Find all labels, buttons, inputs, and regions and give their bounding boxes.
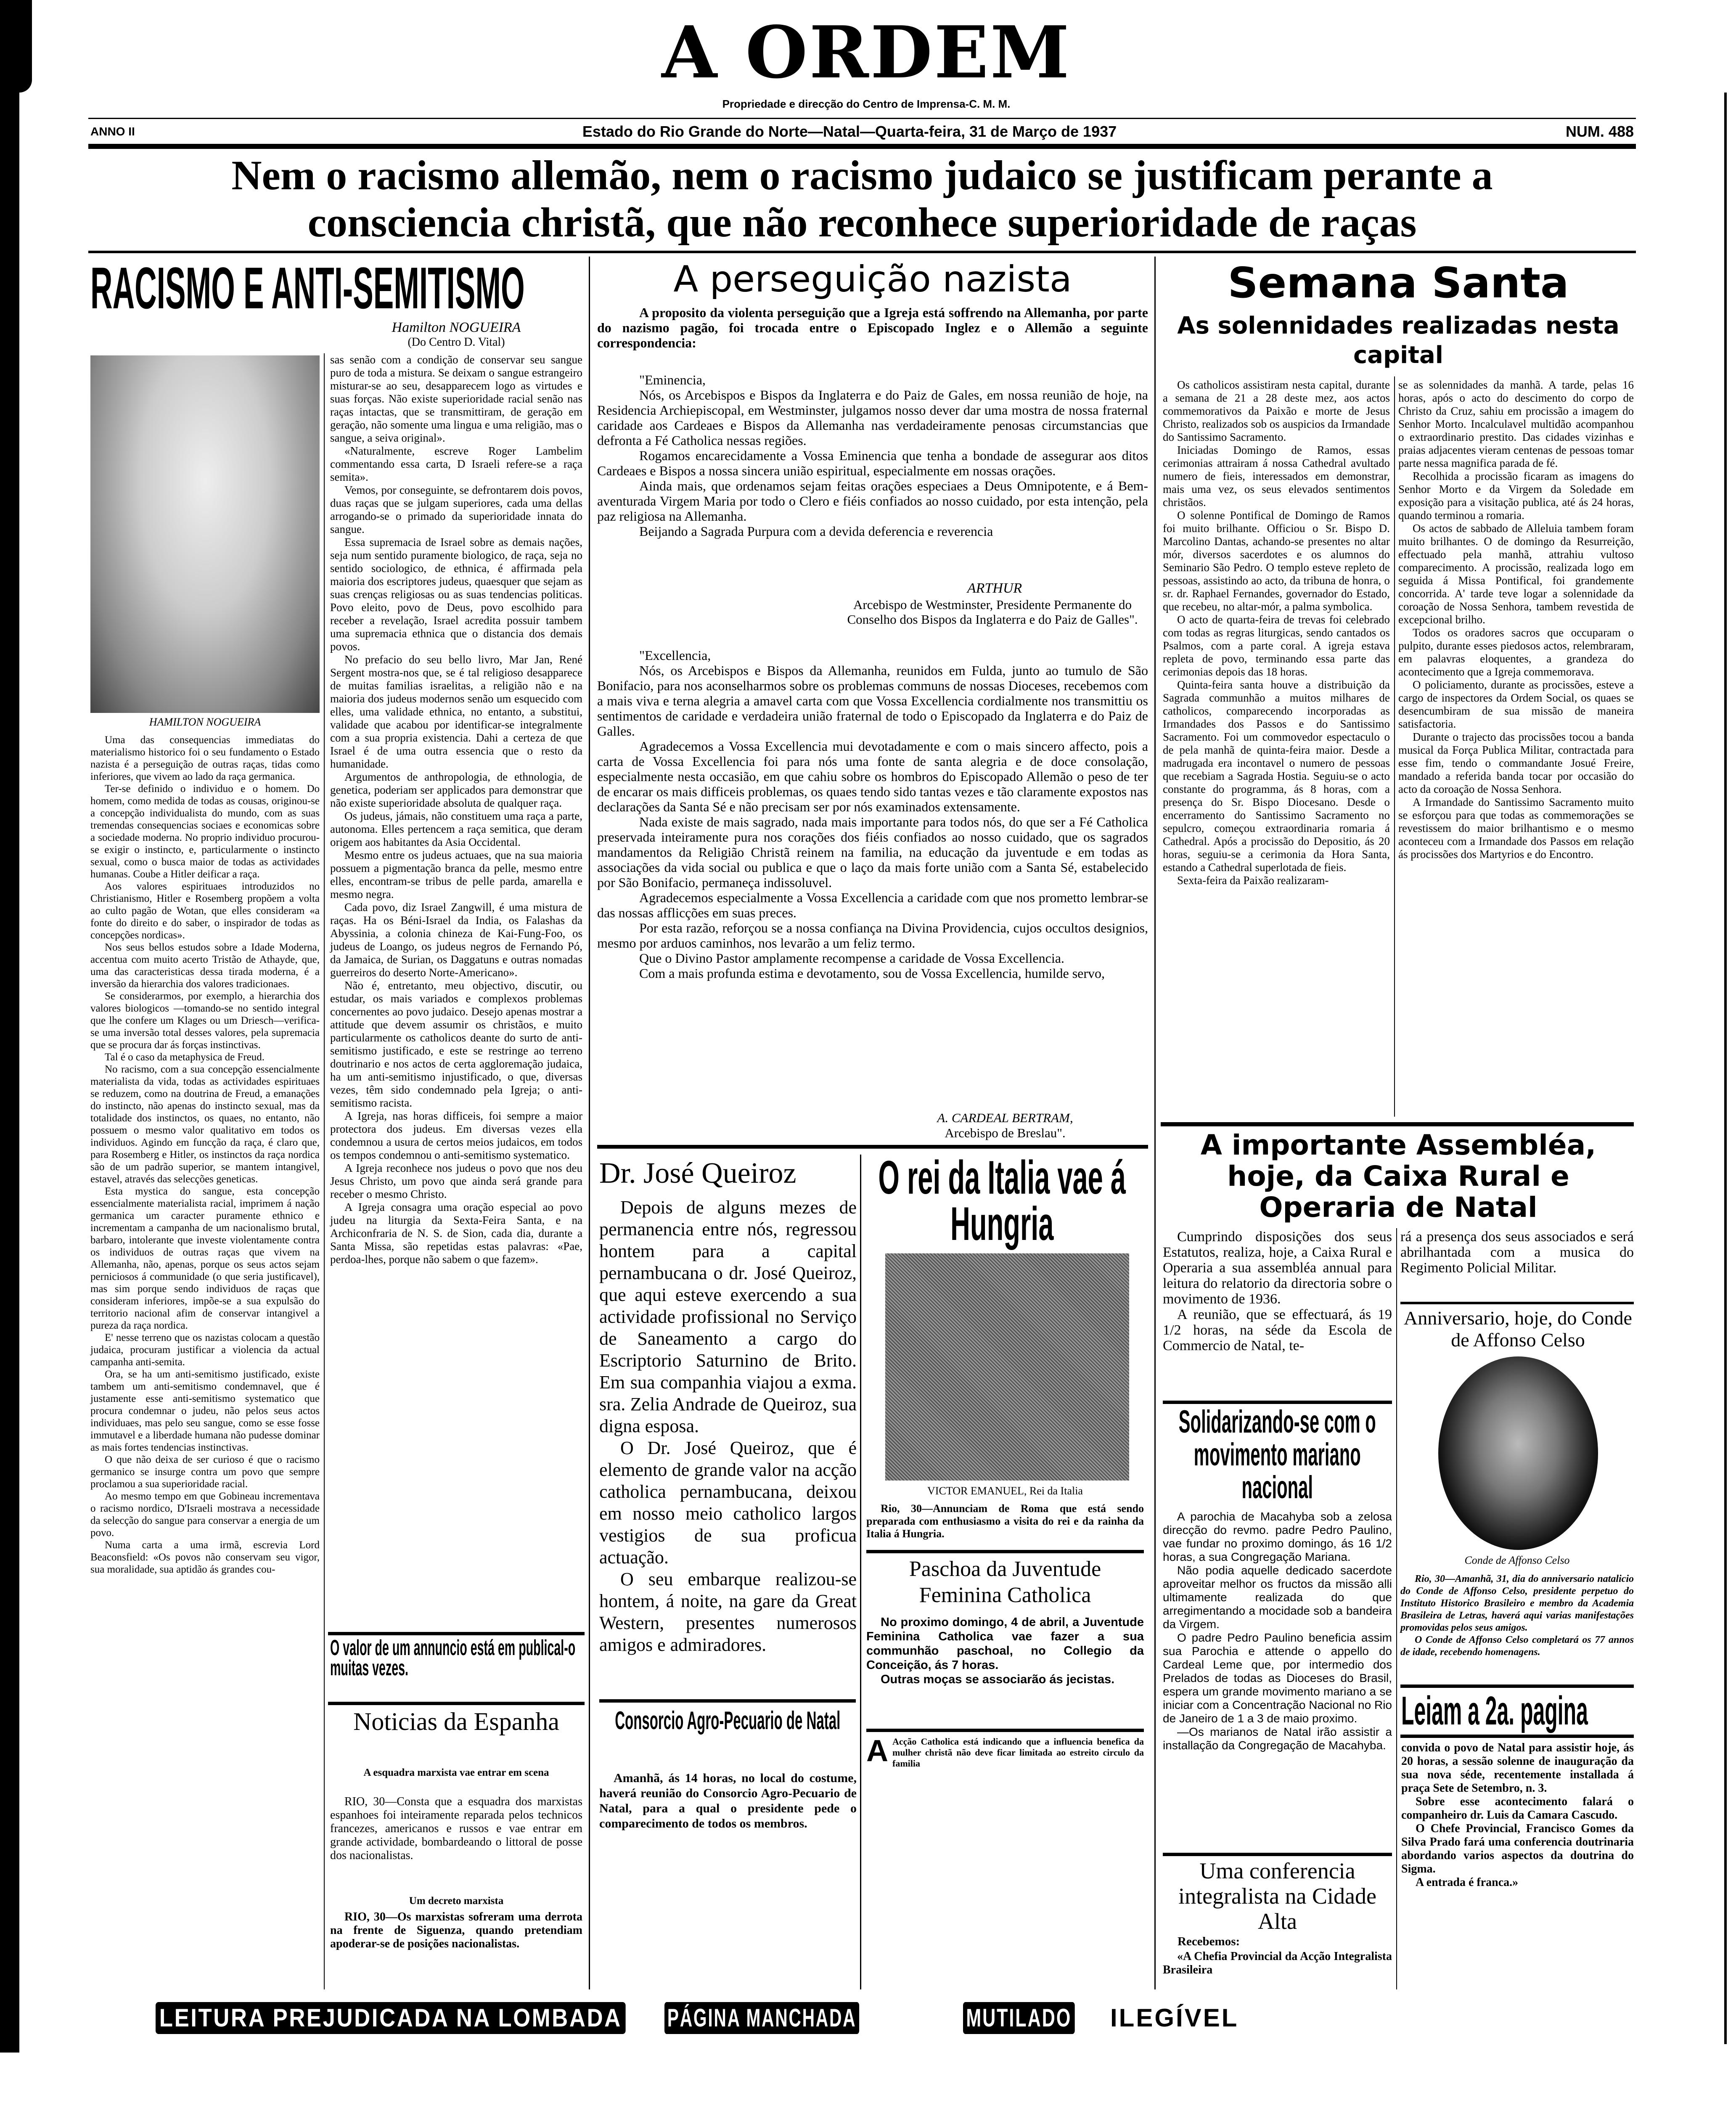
paragraph: Ter-se definido o individuo e o homem. Do homem, como medida de todas as cousas, originou-se a concepção individualista do mundo, com as suas tremendas consequencias sociaes e economicas sobre a sociedade moderna. No proprio individuo procurou-se exigir o instincto, e, particularmente o instincto sexual, como o busca maior de todas as actividades humanas. Coube a Hitler deificar a raça. — [90, 783, 320, 880]
paragraph: Não é, entretanto, meu objectivo, discutir, ou estudar, os mais variados e complexos problemas concernentes ao povo judaico. Desejo apenas mostrar a attitude que devem assumir os christãos, e muito particularmente os catholicos deante do surto de anti-semitismo justificado, e este se restringe ao terreno doutrinario e nos actos de certa aggloremação judaica, ha um anti-semitismo injustificado, o que, diversas vezes, têm sido condemnado pela Igreja; o anti-semitismo racista. — [330, 979, 582, 1109]
queiroz-title: Dr. José Queiroz — [599, 1157, 797, 1189]
stamp-mutilated: MUTILADO — [963, 2002, 1074, 2034]
conferencia-intro: Recebemos: — [1178, 1935, 1240, 1948]
paragraph: Não podia aquelle dedicado sacerdote aproveitar melhor os fructos da missão alli ultimamente realizada do que arregimentando a mocidade sob a bandeira da Virgem. — [1163, 1564, 1392, 1631]
paragraph: O padre Pedro Paulino beneficia assim sua Parochia e attende o appello do Cardeal Leme que, por intermedio dos Prelados de todas as Dioceses do Brasil, espera um grande movimento mariano a se iniciar com a Concentração Nacional no Rio de Janeiro de 1 a 3 de maio proximo. — [1163, 1631, 1392, 1725]
issue-number: NUM. 488 — [1565, 123, 1634, 140]
signature-name: A. CARDEAL BERTRAM, — [937, 1110, 1073, 1125]
paragraph: Nada existe de mais sagrado, nada mais importante para todos nós, do que ser a Fé Catholica preservada inteiramente pura nos corações dos fiéis confiados ao nosso cuidado, que os sagrados mandamentos da Religião Christã reinem na familia, na educação da juventude e em todas as associações da vida social ou publica e que o laço da mais forte união com a Santa Sé, estabelecido por São Bonifacio, permaneça indissoluvel. — [597, 814, 1148, 890]
paragraph: A reunião, que se effectuará, ás 19 1/2 horas, na séde da Escola de Commercio de Natal, te- — [1163, 1307, 1392, 1353]
racismo-author: Hamilton NOGUEIRA — [392, 320, 521, 335]
rei-italia-title: O rei da Italia vae á Hungria — [878, 1151, 1126, 1250]
paragraph: Ao mesmo tempo em que Gobineau incrementava o racismo nordico, D'Israeli mostrava a necessidade da selecção do sangue para conservar a energia de um povo. — [90, 1491, 320, 1539]
divider — [328, 1632, 585, 1635]
paragraph: Todos os oradores sacros que occuparam o pulpito, durante esses piedosos actos, relembraram, em palavras eloquentes, a grandeza do acontecimento que a Igreja commemorava. — [1398, 626, 1634, 678]
divider — [88, 144, 1636, 149]
paragraph: Durante o trajecto das procissões tocou a banda musical da Força Publica Militar, contractada para esse fim, tendo o commandante Josué Freire, mandado a referida banda tocar por occasião do acto da coroação de Nossa Senhora. — [1398, 731, 1634, 795]
paragraph: Com a mais profunda estima e devotamento, sou de Vossa Excellencia, humilde servo, — [639, 966, 1105, 981]
queiroz-text — [599, 1197, 857, 1656]
paragraph: O acto de quarta-feira de trevas foi celebrado com todas as regras liturgicas, sendo cantados os Psalmos, com a parte coral. A igreja estava repleta de povo, terminando essa parte das cerimonias depois das 18 horas. — [1163, 613, 1390, 678]
consorcio-text — [599, 1771, 857, 1831]
paragraph: RIO, 30—Os marxistas sofreram uma derrota na frente de Siguenza, quando pretendiam apoderar-se de posições nacionalistas. — [330, 1910, 582, 1950]
affonso-title: Anniversario, hoje, do Conde de Affonso Celso — [1404, 1307, 1632, 1351]
divider — [866, 1550, 1144, 1553]
column-rule — [324, 353, 325, 1989]
paragraph: A parochia de Macahyba sob a zelosa direcção do revmo. padre Pedro Paulino, vae fundar no proximo domingo, ás 16 1/2 horas, a sua Congregação Mariana. — [1163, 1510, 1392, 1563]
paragraph: Vemos, por conseguinte, se defrontarem dois povos, duas raças que se julgam superiores, cada uma dellas arrogando-se o primado da superioridade innata do sangue. — [330, 484, 582, 535]
paragraph: No proximo domingo, 4 de abril, a Juventude Feminina Catholica vae fazer a sua communhão paschoal, no Collegio da Conceição, ás 7 horas. — [866, 1616, 1144, 1672]
espanha-subhead: A esquadra marxista vae entrar em scena — [363, 1767, 549, 1778]
paragraph: Nos seus bellos estudos sobre a Idade Moderna, accentua com muito acerto Tristão de Athayde, que, uma das caracteristicas dessa tirada moderna, é a inversão da hierarchia dos valores tradicionaes. — [90, 942, 320, 990]
paragraph: E' nesse terreno que os nazistas colocam a questão judaica, procuram justificar a violencia da actual campanha anti-semita. — [90, 1332, 320, 1368]
paragraph: "Eminencia, — [639, 372, 706, 387]
page-edge-shadow — [19, 0, 32, 93]
main-headline-line1: Nem o racismo allemão, nem o racismo judaico se justificam perante a — [231, 152, 1493, 199]
divider — [1163, 1401, 1392, 1404]
paschoa-title: Paschoa da Juventude Feminina Catholica — [909, 1557, 1101, 1607]
divider — [1163, 1853, 1392, 1856]
divider — [88, 118, 1636, 119]
paragraph: Se considerarmos, por exemplo, a hierarchia dos valores biologicos —tomando-se no sentido integral que lhe confere um Klages ou um Driesch—verifica-se uma inversão total desses valores, pela supremacia que se procura dar ás forças instinctivas. — [90, 991, 320, 1051]
paragraph: Rio, 30—Amanhã, 31, dia do anniversario natalicio do Conde de Affonso Celso, presidente perpetuo do Instituto Historico Brasileiro e membro da Academia Brasileira de Letras, haverá aqui varias manifestações promovidas pelos seus amigos. — [1400, 1573, 1634, 1633]
espanha-title: Noticias da Espanha — [353, 1708, 559, 1735]
perseguicao-title: A perseguição nazista — [673, 258, 1072, 300]
semana-santa-subtitle: As solennidades realizadas nesta capital — [1177, 312, 1620, 369]
paragraph: Cada povo, diz Israel Zangwill, é uma mistura de raças. Ha os Béni-Israel da India, os Falashas da Abyssinia, a colonia chineza de Kai-Fung-Foo, os judeus de Loango, os judeus negros de Fernando Pó, da Jamaica, de Surian, os Daggatuns e outras nomadas guerreiros do deserto Norte-Americano». — [330, 901, 582, 979]
ad-notice: O valor de um annuncio está em publical-o muitas vezes. — [330, 1636, 576, 1680]
column-rule — [860, 1155, 861, 1989]
paragraph: «A Chefia Provincial da Acção Integralista Brasileira — [1163, 1950, 1392, 1976]
semana-santa-title: Semana Santa — [1228, 258, 1569, 307]
paragraph: Agradecemos a Vossa Excellencia mui devotadamente e com o mais sincero affecto, pois a carta de Vossa Excellencia foi para nós uma fonte de santa alegria e de doce consolação, especialmente nesta occasião, em que cahiu sobre os hombros do Episcopado Allemão o peso de ter de encarar os mais difficeis problemas, os quaes tendo sido tantas vezes e tão claramente expostos nas declarações da Santa Sé e não precisam ser por nós examinados extensamente. — [597, 739, 1148, 814]
paragraph: convida o povo de Natal para assistir hoje, ás 20 horas, a sessão solenne de inauguração da sua nova séde, recentemente installada á praça Sete de Setembro, n. 3. — [1401, 1741, 1634, 1795]
column-rule — [589, 257, 590, 1989]
paragraph: Sobre esse acontecimento falará o companheiro dr. Luis da Camara Cascudo. — [1401, 1795, 1634, 1822]
paragraph: Os actos de sabbado de Alleluia tambem foram muito brilhantes. O de domingo da Resurreição, effectuado pela manhã, attrahiu vultoso comparecimento. A procissão, realizada logo em seguida á Missa Pontifical, foi grandemente concorrida. A' tarde teve logar a solennidade da coroação de Nossa Senhora, tambem revestida de excepcional brilho. — [1398, 522, 1634, 626]
paragraph: Ora, se ha um anti-semitismo justificado, existe tambem um anti-semitismo condemnavel, que é justamente esse anti-semitismo systematico que procura condemnar o judeu, não pelos seus actos individuaes, mas pelo seu sangue, como se esse fosse immutavel e a liberdade humana não pudesse dominar as mais fortes tendencias instinctivas. — [90, 1369, 320, 1453]
paragraph: Que o Divino Pastor amplamente recompense a caridade de Vossa Excellencia. — [639, 951, 1064, 966]
divider — [1400, 1685, 1634, 1688]
espanha-subhead-2: Um decreto marxista — [409, 1895, 504, 1907]
paschoa-text — [866, 1615, 1144, 1687]
racismo-text-col-a — [90, 734, 320, 1576]
paragraph: Tal é o caso da metaphysica de Freud. — [105, 1052, 265, 1063]
paragraph: Rogamos encarecidamente a Vossa Eminencia que tenha a bondade de assegurar aos ditos Cardeaes e Bispos a nossa sincera união espiritual, especialmente em nossas orações. — [597, 448, 1148, 478]
paragraph: A entrada é franca.» — [1416, 1876, 1519, 1889]
conferencia-title: Uma conferencia integralista na Cidade Alta — [1178, 1858, 1376, 1934]
divider — [1400, 1735, 1634, 1738]
paragraph: No racismo, com a sua concepção essencialmente materialista da vida, todas as actividades espirituaes se reduzem, como na doutrina de Freud, a emanações do instincto, não apenas do instincto sexual, mas da totalidade dos instinctos, os quaes, no entanto, não possuem o mesmo valor qualitativo em todos os individuos. Agindo em funcção da raça, é claro que, para Rosemberg e Hitler, os instinctos da raça nordica são de um padrão superior, se mantem intangivel, estavel, através das selecções geneticas. — [90, 1064, 320, 1185]
divider — [88, 251, 1636, 253]
photo-caption: Conde de Affonso Celso — [1464, 1554, 1570, 1566]
page-edge-line — [1724, 93, 1727, 2044]
paragraph: A Igreja, nas horas difficeis, foi sempre a maior protectora dos judeus. Em diversas vezes ella condemnou a usura de certos meios judaicos, em todos os tempos condemnou o anti-semitismo systematico. — [330, 1110, 582, 1161]
column-rule — [1396, 1228, 1397, 1989]
paragraph: O que não deixa de ser curioso é que o racismo germanico se insurge contra um povo que sempre proclamou a sua superioridade racial. — [90, 1454, 320, 1490]
divider — [1161, 1122, 1634, 1126]
king-photo — [885, 1253, 1129, 1481]
author-photo — [90, 355, 320, 713]
accao-text: Acção Catholica está indicando que a influencia benefica da mulher christã não deve ficar limitada ao estreito circulo da familia — [892, 1736, 1144, 1769]
paragraph: Rio, 30—Annunciam de Roma que está sendo preparada com enthusiasmo a visita do rei e da rainha da Italia á Hungria. — [866, 1502, 1144, 1540]
paragraph: Os judeus, jámais, não constituem uma raça a parte, autonoma. Elles pertencem a raça semitica, que deram origem aos habitantes da Asia Occidental. — [330, 810, 582, 848]
paragraph: Aos valores espirituaes introduzidos no Christianismo, Hitler e Rosemberg propõem a volta ao culto pagão de Wotan, que elles consideram «a fonte do direito e do saber, o inspirador de todas as concepções nordicas». — [90, 881, 320, 941]
paragraph: Amanhã, ás 14 horas, no local do costume, haverá reunião do Consorcio Agro-Pecuario de Natal, para a qual o presidente pede o comparecimento de todos os membros. — [599, 1771, 857, 1830]
paragraph: A Igreja reconhece nos judeus o povo que nos deu Jesus Christo, um povo que ainda será grande para receber o mesmo Christo. — [330, 1162, 582, 1200]
page-edge-shadow — [0, 0, 19, 2053]
paragraph: O solenne Pontifical de Domingo de Ramos foi muito brilhante. Officiou o Sr. Bispo D. Marcolino Dantas, achando-se presentes no altar mór, diversos sacerdotes e os alumnos do Seminario São Pedro. O templo esteve repleto de pessoas, assistindo ao acto, da tribuna de honra, o sr. dr. Raphael Fernandes, governador do Estado, que recebeu, no altar-mór, a palma symbolica. — [1163, 509, 1390, 613]
rei-italia-text — [866, 1502, 1144, 1540]
paragraph: Sexta-feira da Paixão realizaram- — [1177, 874, 1329, 887]
affonso-text — [1400, 1573, 1634, 1658]
letter-1 — [597, 372, 1148, 539]
perseguicao-intro — [597, 305, 1148, 350]
paragraph: Ainda mais, que ordenamos sejam feitas orações especiaes a Deus Omnipotente, e á Bem-aventurada Virgem Maria por todo o Clero e fiéis confiados ao nosso cuidado, por esta intenção, pela paz religiosa na Allemanha. — [597, 478, 1148, 524]
stamp-binding: LEITURA PREJUDICADA NA LOMBADA — [156, 2002, 626, 2034]
divider — [866, 1729, 1144, 1732]
conferencia-continued — [1401, 1741, 1634, 1889]
paragraph: A proposito da violenta perseguição que a Igreja está soffrendo na Allemanha, por parte do nazismo pagão, foi trocada entre o Episcopado Inglez e o Allemão a seguinte correspondencia: — [597, 305, 1148, 350]
solidarizando-text — [1163, 1510, 1392, 1752]
accao-box — [866, 1736, 1144, 1769]
signature-name: ARTHUR — [967, 580, 1022, 596]
accao-initial: A — [866, 1734, 888, 1768]
count-portrait — [1438, 1356, 1598, 1550]
racismo-title: RACISMO E ANTI-SEMITISMO — [90, 255, 525, 321]
paragraph: se as solennidades da manhã. A tarde, pelas 16 horas, após o acto do descimento do corpo de Christo da Cruz, sahiu em procissão a imagem do Senhor Morto. Incalculavel multidão acompanhou o extraordinario prestito. Das cidades vizinhas e praias adjacentes vieram centenas de pessoas tomar parte nessa magnifica parada de fé. — [1398, 379, 1634, 469]
espanha-text-1 — [330, 1795, 582, 1862]
assembleia-col-b — [1400, 1229, 1634, 1276]
consorcio-title: Consorcio Agro-Pecuario de Natal — [615, 1706, 841, 1735]
paragraph: Iniciadas Domingo de Ramos, essas cerimonias attrairam á nossa Cathedral avultado numero de fieis, interessados em demonstrar, mais uma vez, os seus elevados sentimentos christãos. — [1163, 444, 1390, 509]
paragraph: Quinta-feira santa houve a distribuição da Sagrada communhão a muitos milhares de catholicos, comparecendo incorporadas as Irmandades dos Passos e do Santissimo Sacramento. Foi um commovedor espectaculo o de pela manhã de quinta-feira maior. Desde a madrugada era incontavel o numero de pessoas que recebiam a Sagrada Hostia. Seguiu-se o acto constante do programma, ás 8 horas, com a presença do Sr. Bispo Diocesano. Desde o encerramento do Santissimo Sacramento no sepulcro, começou extraordinaria romaria á Cathedral. Após a procissão do Depositio, ás 20 horas, seguiu-se a cerimonia da Hora Santa, estando a Cathedral superlotada de fieis. — [1163, 678, 1390, 874]
letter-2 — [597, 648, 1148, 981]
paragraph: sas senão com a condição de conservar seu sangue puro de toda a mistura. Se deixam o sangue estrangeiro misturar-se ao seu, desapparecem logo as virtudes e suas forças. Não existe superioridade racial senão nas raças intactas, que se transmittiram, de geração em geração, não somente uma lingua e uma religião, mas o sangue, a seiva original». — [330, 353, 582, 444]
masthead-subtitle: Propriedade e direcção do Centro de Imprensa-C. M. M. — [722, 98, 1011, 110]
photo-caption: VICTOR EMANUEL, Rei da Italia — [927, 1485, 1083, 1497]
divider — [597, 1145, 1148, 1149]
newspaper-title: A ORDEM — [662, 11, 1071, 95]
paragraph: Essa supremacia de Israel sobre as demais nações, seja num sentido puramente biologico, de raça, seja no sentido sociologico, de ethnica, é affirmada pela maioria dos escriptores judeus, quaesquer que sejam as suas crenças religiosas ou as suas tendencias politicas. Povo eleito, povo de Deus, povo escolhido para receber a revelação, Israel acredita possuir tambem uma supremacia ethnica que o distancia dos demais povos. — [330, 536, 582, 653]
stamp-stained: PÁGINA MANCHADA — [664, 2002, 859, 2034]
issue-year: ANNO II — [90, 125, 135, 138]
paragraph: «Naturalmente, escreve Roger Lambelim commentando essa carta, D Israeli refere-se a raça semita». — [330, 445, 582, 483]
paragraph: Numa carta a uma irmã, escrevia Lord Beaconsfield: «Os povos não conservam seu vigor, sua moralidade, sua aptidão ás grandes cou- — [90, 1539, 320, 1575]
read-page-2-notice: Leiam a 2a. pagina — [1401, 1688, 1588, 1733]
paragraph: Por esta razão, reforçou se a nossa confiança na Divina Providencia, cujos occultos designios, mesmo por arduos caminhos, nos levarão a um feliz termo. — [597, 920, 1148, 951]
paragraph: rá a presença dos seus associados e será abrilhantada com a musica do Regimento Policial Militar. — [1400, 1229, 1634, 1276]
assembleia-col-a — [1163, 1229, 1392, 1353]
paragraph: O Chefe Provincial, Francisco Gomes da Silva Prado fará uma conferencia doutrinaria abordando varios aspectos da doutrina do Sigma. — [1401, 1822, 1634, 1875]
paragraph: Depois de alguns mezes de permanencia entre nós, regressou hontem para a capital pernambucana o dr. José Queiroz, que aqui esteve exercendo a sua actividade profissional no Serviço de Saneamento a cargo do Escriptorio Saturnino de Brito. Em sua companhia viajou a exma. sra. Zelia Andrade de Queiroz, sua digna esposa. — [599, 1197, 857, 1436]
paragraph: RIO, 30—Consta que a esquadra dos marxistas espanhoes foi inteiramente reparada pelos technicos francezes, americanos e russos e vae entrar em grande actividade, bombardeando o littoral de posse dos nacionalistas. — [330, 1795, 582, 1862]
paragraph: Mesmo entre os judeus actuaes, que na sua maioria possuem a pigmentação branca da pelle, mesmo entre elles, encontram-se tribus de pelle parda, amarella e mesmo negra. — [330, 849, 582, 901]
paragraph: Esta mystica do sangue, esta concepção essencialmente materialista racial, imprimem á nação germanica um caracter puramente ethnico e incrementam a campanha de um nacionalismo brutal, barbaro, intolerante que investe violentamente contra os individuos de outras raças que vivem na Allemanha, não, apenas, porque os seus actos sejam perniciosos á communidade (o que seria justificavel), mas sim porque sendo individuos de raças que consideram inferiores, impõe-se a sua expulsão do territorio nacional afim de conservar intangivel a pureza da raça nordica. — [90, 1186, 320, 1331]
divider — [1400, 1302, 1634, 1304]
divider — [328, 1702, 585, 1705]
semana-santa-col-b — [1398, 379, 1634, 861]
paragraph: Cumprindo disposições dos seus Estatutos, realiza, hoje, a Caixa Rural e Operaria a sua assembléa annual para leitura do relatorio da directoria sobre o movimento de 1936. — [1163, 1229, 1392, 1307]
main-headline-line2: consciencia christã, que não reconhece superioridade de raças — [307, 199, 1417, 246]
paragraph: Recolhida a procissão ficaram as imagens do Senhor Morto e da Virgem da Soledade em exposição para a visitação publica, até ás 24 horas, quando terminou a romaria. — [1398, 470, 1634, 522]
stamp-illegible: ILEGÍVEL — [1110, 2004, 1239, 2032]
paragraph: Nós, os Arcebispos e Bispos da Inglaterra e do Paiz de Gales, em nossa reunião de hoje, na Residencia Archiepiscopal, em Westminster, julgamos nosso dever dar uma mostra de nossa fraternal caridade aos Cardeaes e Bispos da Allemanha nas verdadeiramente penosas circumstancias que defronta a Fé Catholica nessas regiões. — [597, 387, 1148, 448]
paragraph: A Igreja consagra uma oração especial ao povo judeu na liturgia da Sexta-Feira Santa, e na Archiconfraria de N. S. de Sion, cada dia, durante a Santa Missa, são repetidas estas palavras: «Pae, perdoa-lhes, porque não sabem o que fazem». — [330, 1201, 582, 1266]
paragraph: "Excellencia, — [639, 648, 711, 663]
assembleia-title: A importante Assembléa, hoje, da Caixa Rural e Operaria de Natal — [1200, 1129, 1596, 1224]
paragraph: Agradecemos especialmente a Vossa Excellencia a caridade com que nos prometto lembrar-se das nossas afflicções em suas preces. — [597, 890, 1148, 920]
paragraph: Os catholicos assistiram nesta capital, durante a semana de 21 a 28 deste mez, aos actos commemorativos da Paixão e morte de Jesus Christo, realizados sob os auspicios da Irmandade do Santissimo Sacramento. — [1163, 379, 1390, 443]
signature-title: Arcebispo de Westminster, Presidente Permanente do Conselho dos Bispos da Inglaterra e do Paiz de Galles". — [847, 597, 1138, 627]
column-rule — [1154, 257, 1156, 1989]
paragraph: No prefacio do seu bello livro, Mar Jan, René Sergent mostra-nos que, se é tal religioso desapparece de muitas familias israelitas, a religião não e na maioria dos judeus modernos senão um esquecido com elles, uma validade ethnica, no entanto, a substitui, validade que acabou por identificar-se integralmente com a sua propria existencia. Dahi a certeza de que Israel é de uma outra essencia que o resto da humanidade. — [330, 653, 582, 770]
conferencia-text — [1163, 1950, 1392, 1977]
paragraph: A Irmandade do Santissimo Sacramento muito se esforçou para que todas as commemorações se revestissem do maior brilhantismo e o mesmo aconteceu com a Irmandade dos Passos em relação ás procissões dos Martyrios e do Encontro. — [1398, 796, 1634, 861]
divider — [599, 1699, 856, 1703]
paragraph: —Os marianos de Natal irão assistir a installação da Congregação de Macahyba. — [1163, 1725, 1392, 1752]
paragraph: Argumentos de anthropologia, de ethnologia, de genetica, poderiam ser applicados para demonstrar que não existe superioridade absoluta de qualquer raça. — [330, 771, 582, 809]
photo-caption: HAMILTON NOGUEIRA — [149, 716, 261, 728]
paragraph: Nós, os Arcebispos e Bispos da Allemanha, reunidos em Fulda, junto ao tumulo de São Bonifacio, para nos aconselharmos sobre os problemas communs de nossas Dioceses, recebemos com a mais viva e terna alegria a amavel carta com que Vossa Excellencia cordialmente nos transmittiu os sentimentos de caridade e verdadeira união fraternal de todo o Episcopado da Inglaterra e do Paiz de Galles. — [597, 663, 1148, 739]
solidarizando-title: Solidarizando-se com o movimento mariano nacional — [1178, 1404, 1376, 1505]
paragraph: O Conde de Affonso Celso completará os 77 annos de idade, recebendo homenagens. — [1400, 1634, 1634, 1658]
semana-santa-col-a — [1163, 379, 1390, 887]
column-rule — [1394, 376, 1395, 1117]
paragraph: Beijando a Sagrada Purpura com a devida deferencia e reverencia — [639, 524, 993, 539]
signature-title: Arcebispo de Breslau". — [945, 1126, 1066, 1140]
paragraph: Outras moças se associarão ás jecistas. — [881, 1673, 1115, 1686]
racismo-text-col-b — [330, 353, 582, 1266]
paragraph: Uma das consequencias immediatas do materialismo historico foi o seu fundamento o Estado nazista é a perseguição de outras raças, tidas como inferiores, que vivem ao lado da raça germanica. — [90, 734, 320, 782]
paragraph: O Dr. José Queiroz, que é elemento de grande valor na acção catholica pernambucana, deixou em nosso meio catholico largos vestigios de sua proficua actuação. — [599, 1438, 857, 1568]
dateline: Estado do Rio Grande do Norte—Natal—Quarta-feira, 31 de Março de 1937 — [582, 123, 1117, 140]
racismo-affiliation: (Do Centro D. Vital) — [408, 336, 505, 349]
paragraph: O policiamento, durante as procissões, esteve a cargo de inspectores da Ordem Social, os quaes se desencumbiram de sua missão de maneira satisfactoria. — [1398, 678, 1634, 730]
espanha-text-2 — [330, 1910, 582, 1951]
paragraph: O seu embarque realizou-se hontem, á noite, na gare da Great Western, presentes numerosos amigos e admiradores. — [599, 1569, 857, 1655]
